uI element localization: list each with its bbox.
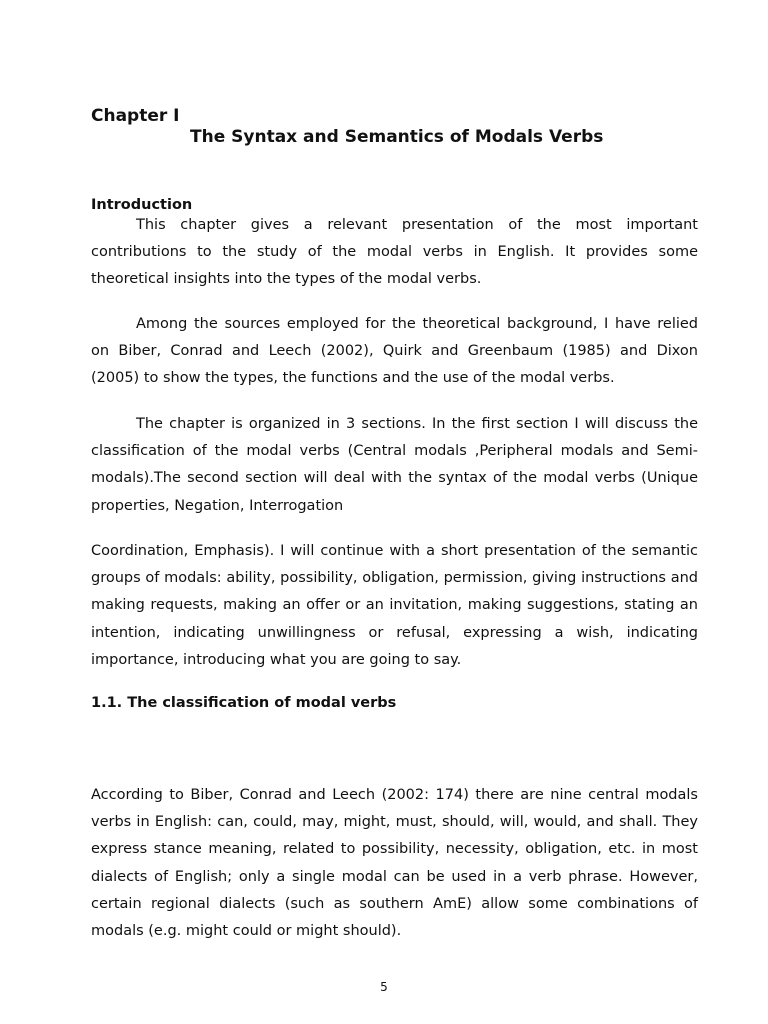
chapter-title: The Syntax and Semantics of Modals Verbs [190, 127, 604, 147]
intro-paragraph-3: The chapter is organized in 3 sections. In the first section I will discuss the classification of the modal verbs (Central modals ,Peripheral modals and Semi-modals).The second section will deal with the syntax of the modal verbs (Unique properties, Negation, Interrogation [91, 416, 698, 514]
intro-heading: Introduction [91, 197, 193, 213]
chapter-label: Chapter I [91, 106, 180, 126]
section-heading: 1.1. The classification of modal verbs [91, 695, 397, 711]
intro-paragraph-2: Among the sources employed for the theoretical background, I have relied on Biber, Conrad and Leech (2002), Quirk and Greenbaum (1985) and Dixon (2005) to show the types, the functions and the use of the modal verbs. [91, 316, 698, 387]
page-number: 5 [380, 980, 388, 994]
intro-paragraph-1: This chapter gives a relevant presentation of the most important contributions to the study of the modal verbs in English. It provides some theoretical insights into the types of the modal verbs. [91, 217, 698, 288]
section-paragraph: According to Biber, Conrad and Leech (2002: 174) there are nine central modals verbs in English: can, could, may, might, must, should, will, would, and shall. They express stance meaning, related to possibility, necessity, obligation, etc. in most dialects of English; only a single modal can be used in a verb phrase. However, certain regional dialects (such as southern AmE) allow some combinations of modals (e.g. might could or might should). [91, 787, 698, 940]
intro-paragraph-4: Coordination, Emphasis). I will continue with a short presentation of the semantic groups of modals: ability, possibility, obligation, permission, giving instructions and making requests, making an offer or an invitation, making suggestions, stating an intention, indicating unwillingness or refusal, expressing a wish, indicating importance, introducing what you are going to say. [91, 543, 698, 668]
